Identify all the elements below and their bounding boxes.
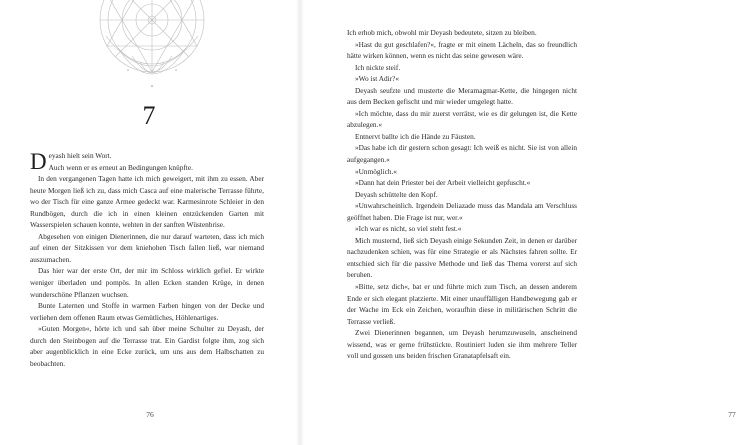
paragraph: »Hast du gut geschlafen?«, fragte er mit einem Lächeln, das so freundlich hätte wirken können, wenn es nicht das seine gewesen wäre. [347,39,577,61]
right-page [302,0,736,445]
paragraph: Zwei Dienerinnen begannen, um Deyash herumzuwuseln, anscheinend wissend, was er gerne frühstückte. Routiniert luden sie ihm mehrere Teller voll und gossen uns beiden frischen Granatapfelsaft ein. [347,328,577,361]
paragraph: »Dann hat dein Priester bei der Arbeit vielleicht gepfuscht.« [355,178,531,188]
page-number-left: 76 [146,410,154,419]
paragraph: »Das habe ich dir gestern schon gesagt: Ich weiß es nicht. Sie ist von allein aufgegangen.« [347,143,577,165]
paragraph: »Ich war es nicht, so viel steht fest.« [355,224,462,234]
paragraph: »Bitte, setz dich«, bat er und führte mich zum Tisch, an dessen anderem Ende er sich elegant platzierte. Mit einer unauffälligen Handbewegung gab er der Wache im Eck ein Zeichen, woraufhin diese in militärischen Schritt die Terrasse verließ. [347,282,577,326]
paragraph: »Guten Morgen«, hörte ich und sah über meine Schulter zu Deyash, der durch den Steinbogen auf die Terrasse trat. Ein Gardist folgte ihm, zog sich aber augenblicklich in eine Ecke zurück, um uns aus dem Halbschatten zu beobachten. [30,324,264,368]
paragraph: Das hier war der erste Ort, der mir im Schloss wirklich gefiel. Er wirkte weniger überladen und pompös. In allen Ecken standen Krüge, in denen wunderschöne Pflanzen wuchsen. [30,266,264,299]
paragraph: »Wo ist Adir?« [355,74,400,84]
paragraph: »Unmöglich.« [355,166,397,176]
paragraph: Deyash schüttelte den Kopf. [355,189,438,199]
mandala-ornament-icon [88,0,216,92]
paragraph: Entnervt ballte ich die Hände zu Fäusten. [355,131,476,141]
paragraph: »Ich möchte, dass du mir zuerst verrätst, wie es dir gelungen ist, die Kette abzulegen.« [347,108,577,130]
paragraph: Ich nickte steif. [355,62,401,72]
left-page-body [30,150,264,369]
right-page-body [347,27,577,362]
paragraph: Auch wenn er es erneut an Bedingungen knüpfte. [48,162,193,172]
paragraph: Bunte Laternen und Stoffe in warmen Farben hingen von der Decke und verliehen dem offenen Raum etwas Gemütliches, Höhlenartiges. [30,301,264,322]
page-number-right: 77 [728,410,736,419]
paragraph: Abgesehen von einigen Dienerinnen, die nur darauf warteten, dass ich mich auf einen der Sitzkissen vor dem kniehohen Tisch fallen ließ, war niemand auszumachen. [30,231,264,264]
left-page [0,0,298,445]
paragraph: Ich erhob mich, obwohl mir Deyash bedeutete, sitzen zu bleiben. [347,28,537,37]
drop-cap: D [30,149,47,174]
paragraph: Deyash seufzte und musterte die Meramagmar-Kette, die hingegen nicht aus dem Becken gefischt und mir wieder umgelegt hatte. [347,85,577,107]
opening-paragraph-text: eyash hielt sein Wort. [48,151,112,160]
paragraph: Mich musternd, ließ sich Deyash einige Sekunden Zeit, in denen er darüber nachzudenken schien, was für eine Strategie er als Nächstes fahren sollte. Er entschied sich für die passive Methode und ließ das Thema vorerst auf sich beruhen. [347,235,577,280]
chapter-number: 7 [142,101,156,130]
paragraph: In den vergangenen Tagen hatte ich mich geweigert, mit ihm zu essen. Aber heute Morgen ließ ich zu, dass mich Casca auf eine malerische Terrasse führte, wo der Tisch für eine ganze Armee gedeckt war. Karmesinrote Schleier in den Rundbögen, durch die ich in einen kleinen entzückenden Garten mit Wasserspielen schauen konnte, wehten in der sanften Wüstenbrise. [30,174,264,230]
paragraph: »Unwahrscheinlich. Irgendein Deliazade muss das Mandala am Verschluss geöffnet haben. Die Frage ist nur, wer.« [347,201,577,222]
